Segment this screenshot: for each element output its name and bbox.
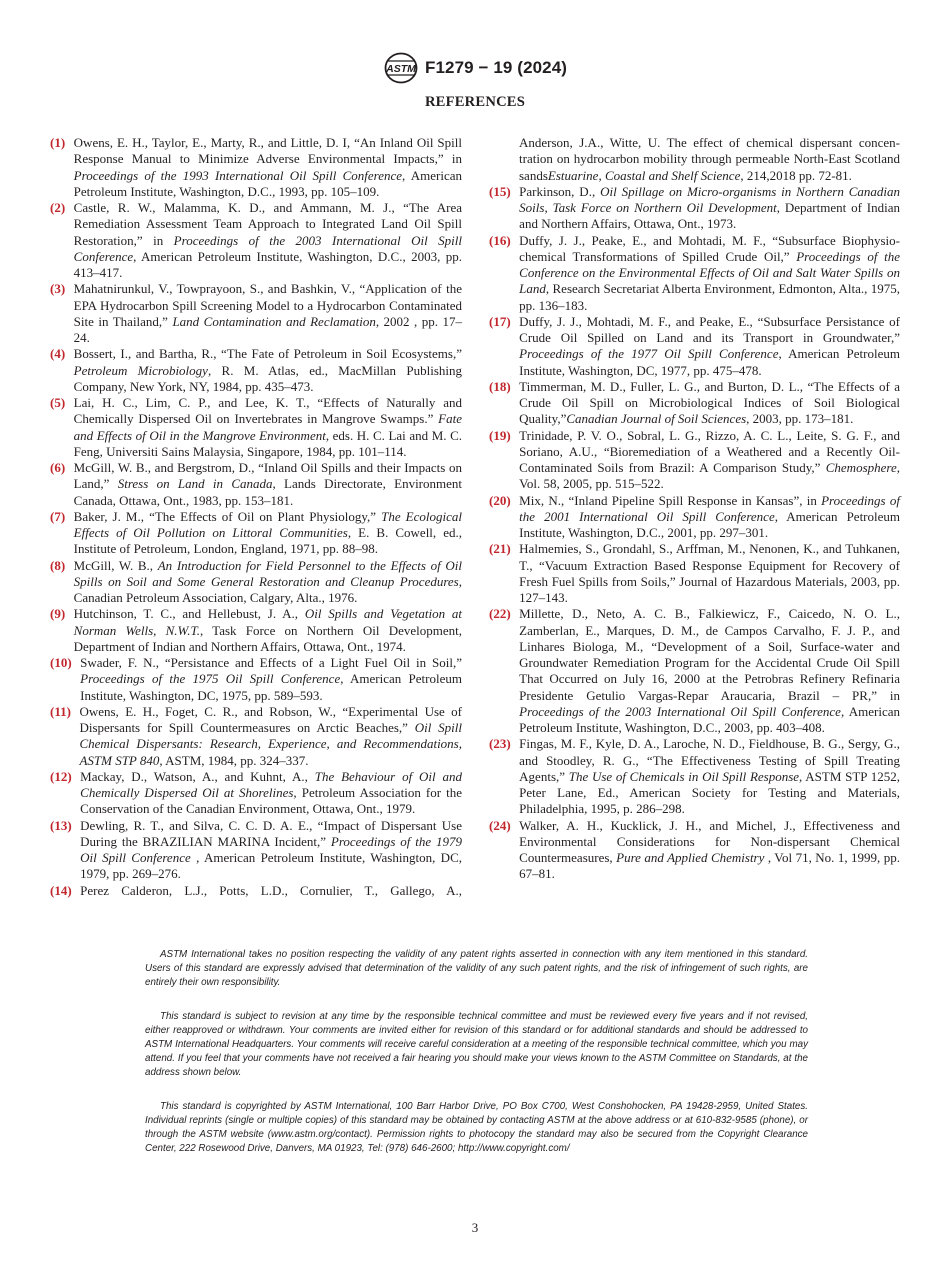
reference-text: [519, 736, 900, 817]
reference-text: [74, 509, 462, 558]
reference-text-segment: , American Petroleum Institute, Washington, DC, 1979, pp. 269–276.: [80, 850, 462, 882]
reference-text-segment: , 2002 , pp. 17–24.: [73, 313, 462, 345]
reference-number: (5): [50, 395, 66, 410]
reference-number: (14): [50, 882, 72, 898]
reference-item: [489, 818, 900, 883]
reference-text: [519, 314, 900, 379]
reference-source-title: Pure and Applied Chemistry: [616, 850, 765, 865]
reference-number: (19): [489, 427, 511, 443]
reference-number: (13): [50, 817, 72, 833]
reference-item-continued: [489, 135, 900, 184]
reference-text: [519, 184, 900, 233]
reference-text: [79, 704, 462, 769]
reference-text-segment: Millette, D., Neto, A. C. B., Falkiewicz, F., Caicedo, N. O. L., Zamberlan, E., Marques, D. M., de Campos Carvalho, F. J. P., and Linhares Biologa, M., “Development of a Soil, Surface-water and Groundwater Remediation Program for the Accidental Crude Oil Spill That Occurred on July 16, 2000 at the Petrobras Refinery Refinaria Presidente Getulio Vargas-Repar Araucaria, Brazil – PR,” in: [519, 606, 900, 703]
reference-text-segment: , American Petroleum Institute, Washington, D.C., 2003, pp. 413–417.: [73, 248, 462, 280]
reference-text-segment: McGill, W. B., and Bergstrom, D., “Inland Oil Spills and their Impacts on Land,”: [73, 460, 462, 492]
reference-item: [50, 346, 462, 395]
reference-source-title: Proceedings of the 1975 Oil Spill Conference: [80, 671, 341, 687]
page-header: [383, 50, 567, 86]
copyright-notice: This standard is copyrighted by ASTM International, 100 Barr Harbor Drive, PO Box C700, West Conshohocken, PA 19428-2959, United States. Individual reprints (single or multiple copies) of this standard may be obtained by contacting ASTM at the above address or at 610-832-9585 (phone), or through the ASTM website (www.astm.org/contact). Permission rights to photocopy the standard may also be secured from the Copyright Clearance Center, 222 Rosewood Drive, Danvers, MA 01923, Tel: (978) 646-2600; http://www.copyright.com/: [145, 1101, 808, 1154]
reference-number: (11): [50, 703, 71, 719]
reference-text-segment: , ASTM, 1984, pp. 324–337.: [159, 752, 309, 768]
reference-text: [74, 281, 462, 346]
reference-text-segment: Lai, H. C., Lim, C. P., and Lee, K. T., “Effects of Naturally and Chemically Dispersed Oil on Invertebrates in Mangrove Swamps.”: [73, 395, 462, 427]
reference-source-title: Proceedings of the 2001 International Oil Spill Conference: [519, 492, 900, 524]
reference-text-segment: Timmerman, M. D., Fuller, L. G., and Burton, D. L., “The Effects of a Crude Oil Spill on Microbiological Indices of Soil Biological Quality,”: [519, 378, 900, 427]
reference-text-segment: McGill, W. B.,: [73, 557, 158, 573]
reference-text: [519, 606, 900, 736]
reference-item: [489, 314, 900, 379]
reference-text-segment: Dewling, R. T., and Silva, C. C. D. A. E., “Impact of Dispersant Use During the BRAZILIAN MARINA Incident,”: [80, 817, 462, 849]
astm-logo: [383, 51, 419, 85]
reference-source-title: Proceedings of the Conference on the Environmental Effects of Oil and Salt Water Spills on Land: [519, 248, 900, 297]
reference-text-segment: Duffy, J. J., Mohtadi, M. F., and Peake, E., “Subsurface Persistance of Crude Oil Spilled on Land and its Transport in Groundwater,”: [519, 313, 900, 345]
reference-source-title: Land Contamination and Reclamation: [172, 313, 376, 329]
reference-item: [489, 233, 900, 314]
reference-number: (15): [489, 183, 511, 199]
reference-item: [489, 736, 900, 817]
reference-item: [489, 428, 900, 493]
reference-text-segment: , Department of Indian and Northern Affairs, Ottawa, Ont., 1973.: [519, 200, 901, 232]
reference-number: (6): [50, 460, 66, 475]
reference-text-segment: Bossert, I., and Bartha, R., “The Fate of Petroleum in Soil Ecosystems,”: [73, 346, 462, 362]
reference-text: [74, 346, 462, 395]
reference-number: (3): [50, 281, 66, 297]
reference-text: [80, 818, 462, 883]
reference-text: [74, 460, 462, 509]
references-column-left: [50, 135, 462, 899]
reference-text-segment: Hutchinson, T. C., and Hellebust, J. A.,: [73, 606, 305, 622]
logo-text: ASTM: [386, 63, 416, 75]
reference-source-title: The Use of Chemicals in Oil Spill Response: [568, 768, 800, 784]
reference-item: [489, 541, 900, 606]
section-title: REFERENCES: [424, 94, 526, 110]
reference-number: (8): [50, 557, 66, 573]
reference-source-title: Canadian Journal of Soil Sciences: [566, 411, 747, 427]
reference-text: [74, 200, 462, 281]
reference-text: [519, 135, 900, 184]
reference-item: [50, 558, 462, 607]
reference-text: [80, 655, 462, 704]
reference-source-title: Stress on Land in Canada: [117, 476, 273, 492]
reference-source-title: Oil Spillage on Micro-organisms in Northern Canadian Soils, Task Force on Northern Oil Development: [519, 183, 900, 215]
reference-text-segment: Mackay, D., Watson, A., and Kuhnt, A.,: [80, 768, 315, 784]
reference-text: [74, 558, 462, 607]
reference-text: [519, 818, 900, 883]
reference-item: [50, 460, 462, 509]
reference-item: [50, 281, 462, 346]
reference-source-title: An Introduction for Field Personnel to the Effects of Oil Spills on Soil and Some General Restoration and Cleanup Procedures: [73, 557, 462, 589]
reference-item: [489, 606, 900, 736]
reference-source-title: Estuarine, Coastal and Shelf Science: [547, 167, 741, 183]
reference-item: [50, 135, 462, 200]
reference-number: (12): [50, 768, 72, 784]
reference-text-segment: , Research Secretariat Alberta Environment, Edmonton, Alta., 1975, pp. 136–183.: [519, 281, 900, 313]
reference-text-segment: , American Petroleum Institute, Washington, DC, 1975, pp. 589–593.: [80, 671, 462, 703]
reference-text-segment: Walker, A. H., Kucklick, J. H., and Michel, J., Effectiveness and Environmental Considerations for Non-dispersant Chemical Countermeasures,: [519, 817, 900, 865]
reference-text: [74, 395, 462, 460]
reference-number: (2): [50, 200, 66, 215]
reference-source-title: Proceedings of the 1993 International Oil Spill Conference: [73, 167, 403, 183]
reference-number: (16): [489, 232, 511, 248]
reference-text-segment: , eds. H. C. Lai and M. C. Feng, Universiti Sains Malaysia, Singapore, 1984, pp. 101–114.: [73, 427, 462, 459]
reference-number: (22): [489, 606, 511, 622]
reference-source-title: Proceedings of the 2003 International Oil Spill Conference: [519, 703, 841, 719]
reference-item: [489, 493, 900, 542]
reference-number: (18): [489, 378, 511, 394]
reference-text-segment: , 2003, pp. 173–181.: [746, 411, 854, 427]
reference-text-segment: , ASTM STP 1252, Peter Lane, Ed., American Society for Testing and Materials, Philadelphia, 1995, p. 286–298.: [519, 768, 900, 817]
reference-text-segment: Anderson, J.A., Witte, U. The effect of chemical dispersant concentration on hydrocarbon mobility through permeable North-East Scotland sands: [519, 135, 900, 183]
reference-text-segment: Trinidade, P. V. O., Sobral, L. G., Rizzo, A. C. L., Leite, S. G. F., and Soriano, A.U., “Bioremediation of a Weathered and a Recently Oil-Contaminated Soils from Brazil: A Comparison Study,”: [519, 427, 900, 475]
patent-notice: ASTM International takes no position respecting the validity of any patent rights asserted in connection with any item mentioned in this standard. Users of this standard are expressly advised that determination of the validity of any such patent rights, and the risk of infringement of such rights, are entirely their own responsibility.: [145, 949, 808, 988]
reference-text: [519, 428, 900, 493]
reference-item: [50, 200, 462, 281]
reference-item: [489, 184, 900, 233]
reference-text-segment: Duffy, J. J., Peake, E., and Mohtadi, M. F., “Subsurface Biophysiochemical Transformations of Spilled Crude Oil,”: [519, 232, 900, 264]
reference-text-segment: Fingas, M. F., Kyle, D. A., Laroche, N. D., Fieldhouse, B. G., Sergy, G., and Stoodley, R. G., “The Effectiveness Testing of Spill Treating Agents,”: [519, 736, 900, 784]
reference-number: (7): [50, 508, 66, 524]
reference-text-segment: Parkinson, D.,: [519, 183, 601, 199]
reference-text-segment: , American Petroleum Institute, Washington, D.C., 2003, pp. 403–408.: [519, 703, 900, 735]
page-number: 3: [471, 1220, 479, 1235]
reference-text-segment: , American Petroleum Institute, Washington, DC, 1977, pp. 475–478.: [519, 346, 900, 378]
reference-source-title: Oil Spill Chemical Dispersants: Research, Experience, and Recommendations, ASTM STP 840: [79, 720, 462, 768]
reference-text: [519, 379, 900, 428]
reference-text: [519, 493, 900, 542]
reference-text-segment: Perez Calderon, L.J., Potts, L.D., Cornulier, T., Gallego, A.,: [80, 882, 462, 898]
reference-number: (9): [50, 606, 66, 622]
reference-text: [80, 883, 462, 899]
reference-item: [50, 883, 462, 899]
reference-source-title: Petroleum Microbiology: [73, 362, 208, 378]
reference-text-segment: Owens, E. H., Foget, C. R., and Robson, W., “Experimental Use of Dispersants for Spill Countermeasures on Arctic Beaches,”: [79, 703, 462, 735]
reference-item: [50, 704, 462, 769]
reference-text-segment: , Canadian Petroleum Association, Calgary, Alta., 1976.: [73, 573, 462, 605]
reference-source-title: Oil Spills and Vegetation at Norman Wells, N.W.T.: [73, 606, 462, 638]
references-column-right: [489, 135, 900, 883]
reference-text-segment: , Petroleum Association for the Conservation of the Canadian Environment, Ottawa, Ont., 1979.: [80, 785, 463, 817]
reference-text-segment: Mahatnirunkul, V., Towprayoon, S., and Bashkin, V., “Application of the EPA Hydrocarbon Spill Screening Model to a Hydrocarbon Contaminated Site in Thailand,”: [73, 281, 462, 329]
reference-text: [74, 606, 462, 655]
reference-text-segment: , Vol 71, No. 1, 1999, pp. 67–81.: [519, 850, 900, 882]
reference-text: [519, 541, 900, 606]
reference-text: [80, 769, 462, 818]
reference-source-title: Proceedings of the 1977 Oil Spill Conference: [519, 346, 779, 362]
reference-item: [50, 769, 462, 818]
reference-text-segment: , E. B. Cowell, ed., Institute of Petroleum, London, England, 1971, pp. 88–98.: [73, 525, 462, 557]
reference-source-title: Proceedings of the 2003 International Oil Spill Conference: [73, 232, 462, 264]
reference-text-segment: , R. M. Atlas, ed., MacMillan Publishing Company, New York, NY, 1984, pp. 435–473.: [73, 362, 462, 394]
reference-text-segment: Halmemies, S., Grondahl, S., Arffman, M., Nenonen, K., and Tuhkanen, T., “Vacuum Extraction Based Response Equipment for Recovery of Fresh Fuel Spills from Soils,” Journal of Hazardous Materials, 2003, pp. 127–143.: [519, 541, 900, 605]
reference-source-title: Proceedings of the 1979 Oil Spill Conference: [80, 833, 462, 865]
reference-item: [50, 395, 462, 460]
reference-text-segment: , American Petroleum Institute, Washington, D.C., 2001, pp. 297–301.: [519, 508, 901, 540]
reference-text-segment: , Task Force on Northern Oil Development, Department of Indian and Northern Affairs, Ottawa, Ont., 1974.: [73, 622, 462, 654]
reference-number: (20): [489, 492, 511, 508]
revision-notice: This standard is subject to revision at any time by the responsible technical committee and must be reviewed every five years and if not revised, either reapproved or withdrawn. Your comments are invited either for revision of this standard or for additional standards and should be addressed to ASTM International Headquarters. Your comments will receive careful consideration at a meeting of the responsible technical committee, which you may attend. If you feel that your comments have not received a fair hearing you should make your views known to the ASTM Committee on Standards, at the address shown below.: [145, 1011, 808, 1078]
standard-designation: F1279 − 19 (2024): [425, 58, 568, 77]
reference-text-segment: Baker, J. M., “The Effects of Oil on Plant Physiology,”: [73, 508, 382, 524]
reference-item: [50, 655, 462, 704]
reference-text: [519, 233, 900, 314]
reference-text-segment: , Lands Directorate, Environment Canada, Ottawa, Ont., 1983, pp. 153–181.: [73, 476, 463, 508]
reference-source-title: Fate and Effects of Oil in the Mangrove Environment: [73, 411, 462, 443]
reference-number: (21): [489, 541, 511, 557]
reference-source-title: The Behaviour of Oil and Chemically Dispersed Oil at Shorelines: [80, 768, 462, 800]
reference-item: [50, 606, 462, 655]
reference-text-segment: Swader, F. N., “Persistance and Effects of a Light Fuel Oil in Soil,”: [80, 655, 462, 670]
reference-number: (10): [50, 655, 72, 670]
legal-notice: [145, 948, 808, 1176]
reference-source-title: The Ecological Effects of Oil Pollution on Littoral Communities: [73, 508, 462, 540]
reference-text-segment: , American Petroleum Institute, Washington, D.C., 1993, pp. 105–109.: [73, 167, 462, 199]
reference-text-segment: , Vol. 58, 2005, pp. 515–522.: [519, 460, 900, 492]
reference-number: (4): [50, 346, 66, 362]
reference-text-segment: Castle, R. W., Malamma, K. D., and Ammann, M. J., “The Area Remediation Assessment Team Approach to Integrated Land Oil Spill Restoration,” in: [73, 200, 462, 248]
reference-item: [489, 379, 900, 428]
reference-number: (1): [50, 135, 66, 150]
reference-number: (23): [489, 736, 511, 752]
reference-text-segment: Mix, N., “Inland Pipeline Spill Response in Kansas”, in: [519, 492, 822, 508]
reference-item: [50, 818, 462, 883]
reference-text-segment: , 214,2018 pp. 72-81.: [740, 167, 852, 183]
reference-number: (17): [489, 313, 511, 329]
reference-text: [74, 135, 462, 200]
reference-number: (24): [489, 817, 511, 833]
reference-source-title: Chemosphere: [825, 460, 897, 475]
reference-text-segment: Owens, E. H., Taylor, E., Marty, R., and Little, D. I, “An Inland Oil Spill Response Manual to Minimize Adverse Environmental Impacts,” in: [73, 135, 462, 167]
reference-item: [50, 509, 462, 558]
